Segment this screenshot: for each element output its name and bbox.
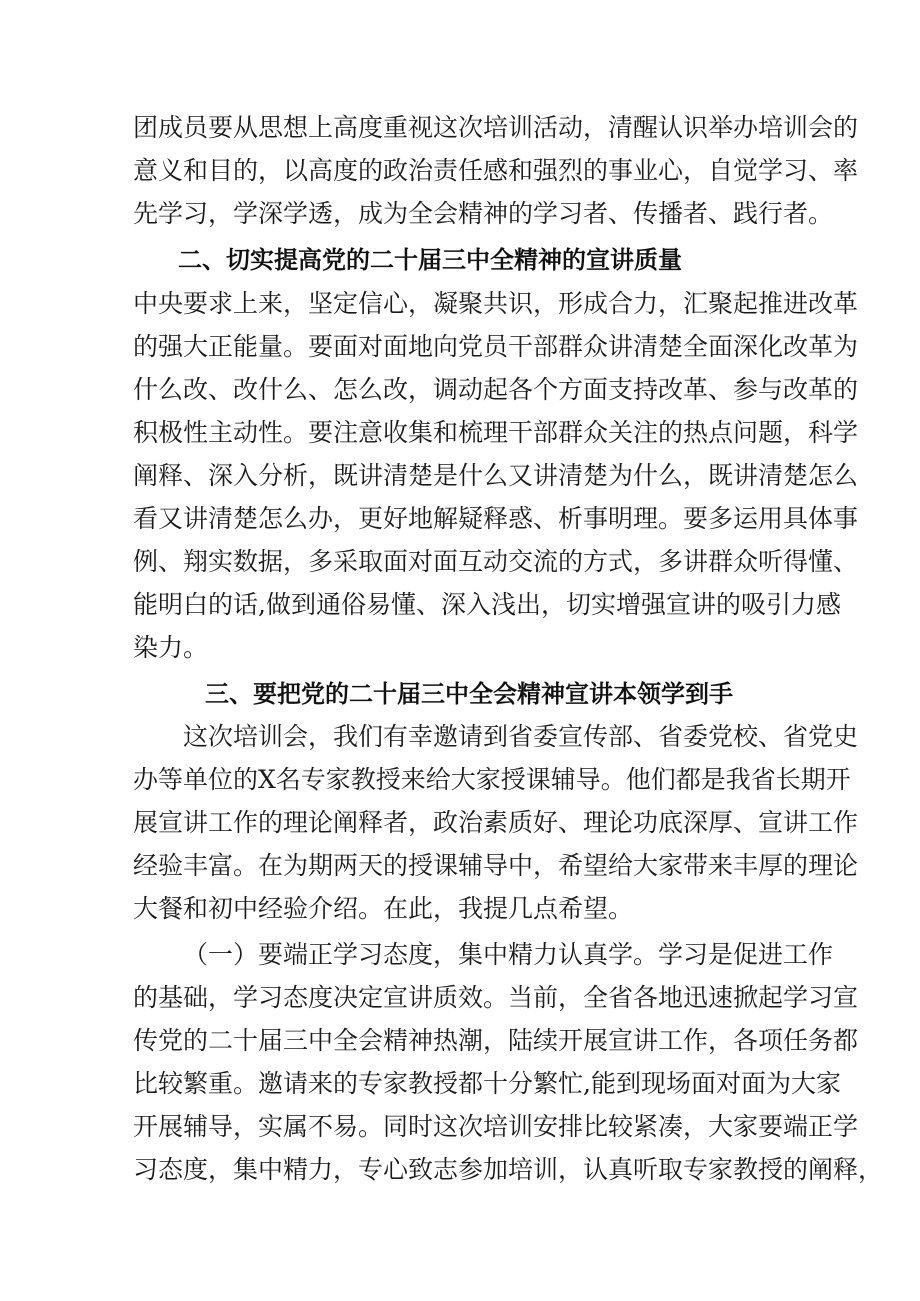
- paragraph-line: 展宣讲工作的理论阐释者，政治素质好、理论功底深厚、宣讲工作: [133, 808, 859, 837]
- paragraph-line: 看又讲清楚怎么办，更好地解疑释惑、析事明理。要多运用具体事: [133, 504, 859, 533]
- paragraph-line: 开展辅导，实属不易。同时这次培训安排比较紧凑，大家要端正学: [133, 1112, 859, 1141]
- paragraph-line: 染力。: [133, 633, 209, 662]
- paragraph-line: 例、翔实数据，多采取面对面互动交流的方式，多讲群众听得懂、: [133, 547, 859, 576]
- paragraph-line: （一）要端正学习态度，集中精力认真学。学习是促进工作: [183, 940, 834, 969]
- paragraph-line: 的基础，学习态度决定宣讲质效。当前，全省各地迅速掀起学习宣: [133, 983, 859, 1012]
- paragraph-line: 团成员要从思想上高度重视这次培训活动，清醒认识举办培训会的: [133, 113, 859, 142]
- paragraph-line: 阐释、深入分析，既讲清楚是什么又讲清楚为什么，既讲清楚怎么: [133, 461, 859, 490]
- paragraph-line: 意义和目的，以高度的政治责任感和强烈的事业心，自觉学习、率: [133, 156, 859, 185]
- paragraph-line: 经验丰富。在为期两天的授课辅导中，希望给大家带来丰厚的理论: [133, 851, 859, 880]
- paragraph-line: 能明白的话,做到通俗易懂、深入浅出，切实增强宣讲的吸引力感: [133, 590, 841, 619]
- paragraph-line: 办等单位的X名专家教授来给大家授课辅导。他们都是我省长期开: [133, 765, 851, 794]
- paragraph-line: 积极性主动性。要注意收集和梳理干部群众关注的热点问题，科学: [133, 418, 859, 447]
- paragraph-line: 中央要求上来，坚定信心，凝聚共识，形成合力，汇聚起推进改革: [133, 289, 859, 318]
- paragraph-line: 的强大正能量。要面对面地向党员干部群众讲清楚全面深化改革为: [133, 332, 859, 361]
- section-heading-3: 三、要把党的二十届三中全会精神宣讲本领学到手: [205, 680, 733, 708]
- paragraph-line: 比较繁重。邀请来的专家教授都十分繁忙,能到现场面对面为大家: [133, 1069, 841, 1098]
- paragraph-line: 大餐和初中经验介绍。在此，我提几点希望。: [133, 894, 634, 923]
- paragraph-line: 习态度，集中精力，专心致志参加培训，认真听取专家教授的阐释，: [133, 1155, 884, 1184]
- paragraph-line: 这次培训会，我们有幸邀请到省委宣传部、省委党校、省党史: [183, 722, 859, 751]
- paragraph-line: 传党的二十届三中全会精神热潮，陆续开展宣讲工作，各项任务都: [133, 1026, 859, 1055]
- section-heading-2: 二、切实提高党的二十届三中全精神的宣讲质量: [178, 246, 682, 274]
- paragraph-line: 什么改、改什么、怎么改，调动起各个方面支持改革、参与改革的: [133, 375, 859, 404]
- paragraph-line: 先学习，学深学透，成为全会精神的学习者、传播者、践行者。: [133, 199, 834, 228]
